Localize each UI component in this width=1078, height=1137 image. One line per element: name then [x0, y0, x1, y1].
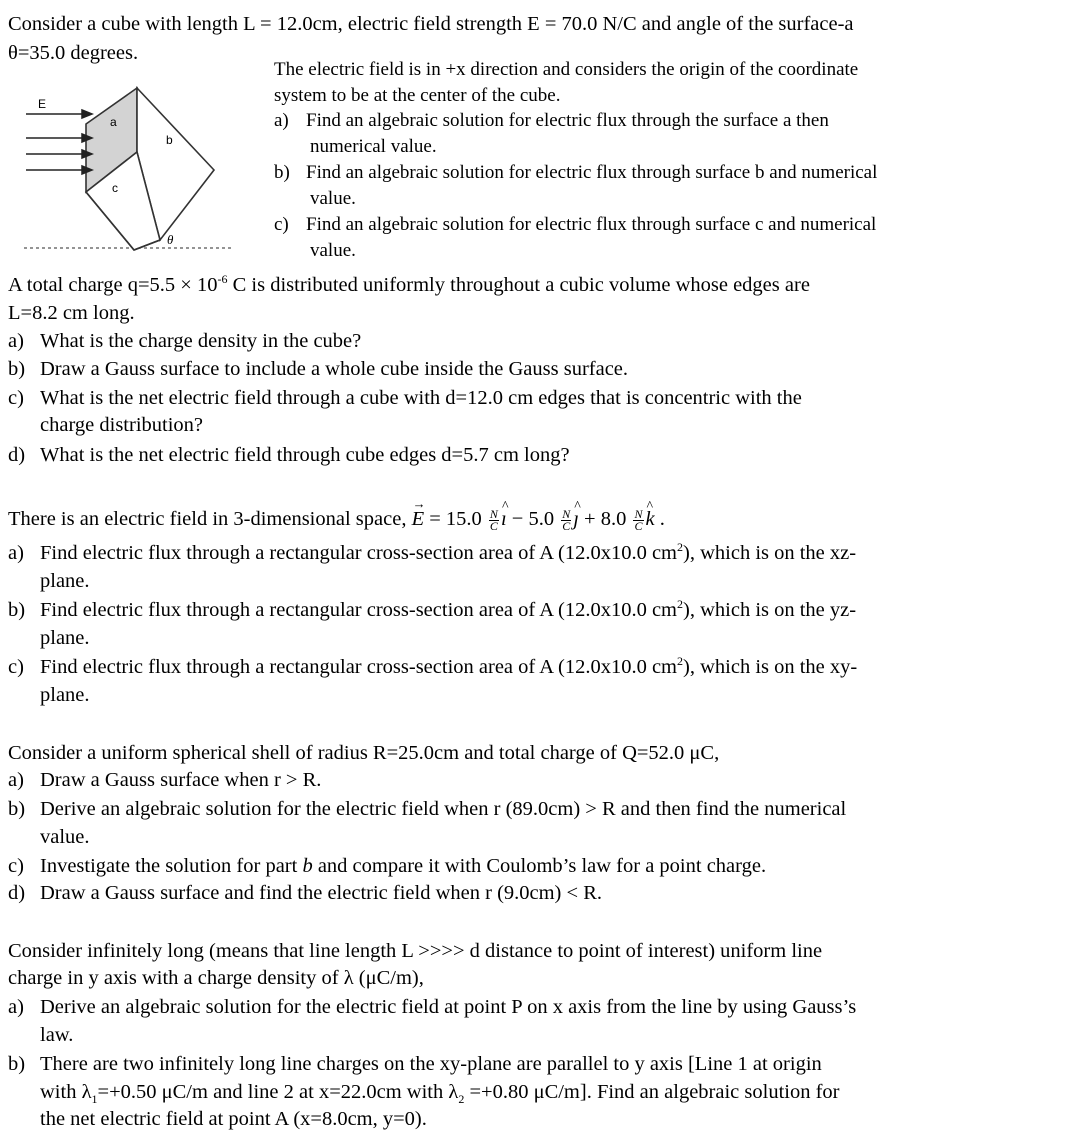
problem4-line1: Consider a uniform spherical shell of radius R=25.0cm and total charge of Q=52.0 μC,: [8, 742, 720, 764]
problem2-item-a: a) What is the charge density in the cube?: [8, 330, 362, 352]
problem3-item-a-cont: plane.: [40, 570, 90, 592]
problem4-item-c: c) Investigate the solution for part b and compare it with Coulomb’s law for a point charge.: [8, 855, 767, 877]
problem1-item-b-cont: value.: [310, 188, 356, 209]
label-theta: θ: [167, 232, 174, 247]
problem5-item-b-cont1: with $\lambda_1=+0.50$ μC/m and line 2 at x=22.0cm with $\lambda_2 =+0.80$ μC/m]. Find an algebraic solution for: [40, 1081, 840, 1107]
problem5-item-b-cont2: the net electric field at point A (x=8.0cm, y=0).: [40, 1108, 427, 1130]
problem5-item-a-cont: law.: [40, 1024, 74, 1046]
problem2-item-d: d) What is the net electric field through cube edges d=5.7 cm long?: [8, 444, 570, 466]
problem2-line1: A total charge $q=5.5 \times 10^{-6}$ C is distributed uniformly throughout a cubic volume whose edges are: [8, 272, 810, 296]
problem2-item-c: c) What is the net electric field through a cube with d=12.0 cm edges that is concentric with the: [8, 387, 802, 409]
label-b: b: [166, 133, 173, 147]
problem5-line1: Consider infinitely long (means that line length L >>>> d distance to point of interest) uniform line: [8, 940, 823, 962]
problem1-item-a-cont: numerical value.: [310, 136, 437, 157]
problem1-item-c-cont: value.: [310, 240, 356, 261]
problem3-intro: There is an electric field in 3-dimensional space, → E = 15.0 $\frac{N}{C}$ ^ ı − 5.0 $\frac{N}{C}$ ^ ȷ + 8.0 $\frac{N}{C}$ ^ k .: [8, 506, 665, 532]
label-c: c: [112, 181, 118, 195]
label-a: a: [110, 115, 117, 129]
problem1-item-b: b) Find an algebraic solution for electric flux through surface b and numerical: [274, 162, 878, 183]
problem1-line1: Consider a cube with length L = 12.0cm, electric field strength E = 70.0 N/C and angle of the surface-a: [8, 13, 854, 35]
problem1-intro2: system to be at the center of the cube.: [274, 85, 561, 106]
problem4-item-d: d) Draw a Gauss surface and find the electric field when r (9.0cm) < R.: [8, 882, 602, 904]
label-E: E: [38, 97, 47, 111]
problem4-item-a: a) Draw a Gauss surface when r > R.: [8, 769, 322, 791]
problem4-item-b-cont: value.: [40, 826, 90, 848]
problem4-item-b: b) Derive an algebraic solution for the electric field when r (89.0cm) > R and then find the numerical: [8, 798, 847, 820]
field-arrows: [26, 110, 92, 174]
problem3-item-c-cont: plane.: [40, 684, 90, 706]
problem2-item-c-cont: charge distribution?: [40, 414, 204, 436]
cube-figure: [22, 82, 242, 260]
problem5-line2: charge in y axis with a charge density of λ (μC/m),: [8, 967, 424, 989]
problem3-item-a: a) Find electric flux through a rectangular cross-section area of A (12.0x10.0 $cm^2$), which is on the xz-: [8, 540, 857, 564]
problem3-item-c: c) Find electric flux through a rectangular cross-section area of A (12.0x10.0 $cm^2$), which is on the xy-: [8, 654, 858, 678]
problem2-line2: L=8.2 cm long.: [8, 302, 135, 324]
problem5-item-a: a) Derive an algebraic solution for the electric field at point P on x axis from the line by using Gauss’s: [8, 996, 857, 1018]
problem3-item-b: b) Find electric flux through a rectangular cross-section area of A (12.0x10.0 $cm^2$), which is on the yz-: [8, 597, 857, 621]
problem1-line2: θ=35.0 degrees.: [8, 42, 139, 64]
problem5-item-b: b) There are two infinitely long line charges on the xy-plane are parallel to y axis [Line 1 at origin: [8, 1053, 822, 1075]
problem1-item-a: a) Find an algebraic solution for electric flux through the surface a then: [274, 110, 829, 131]
problem1-item-c: c) Find an algebraic solution for electric flux through surface c and numerical: [274, 214, 877, 235]
problem3-item-b-cont: plane.: [40, 627, 90, 649]
problem2-item-b: b) Draw a Gauss surface to include a whole cube inside the Gauss surface.: [8, 358, 629, 380]
problem1-intro1: The electric field is in +x direction and considers the origin of the coordinate: [274, 59, 859, 80]
